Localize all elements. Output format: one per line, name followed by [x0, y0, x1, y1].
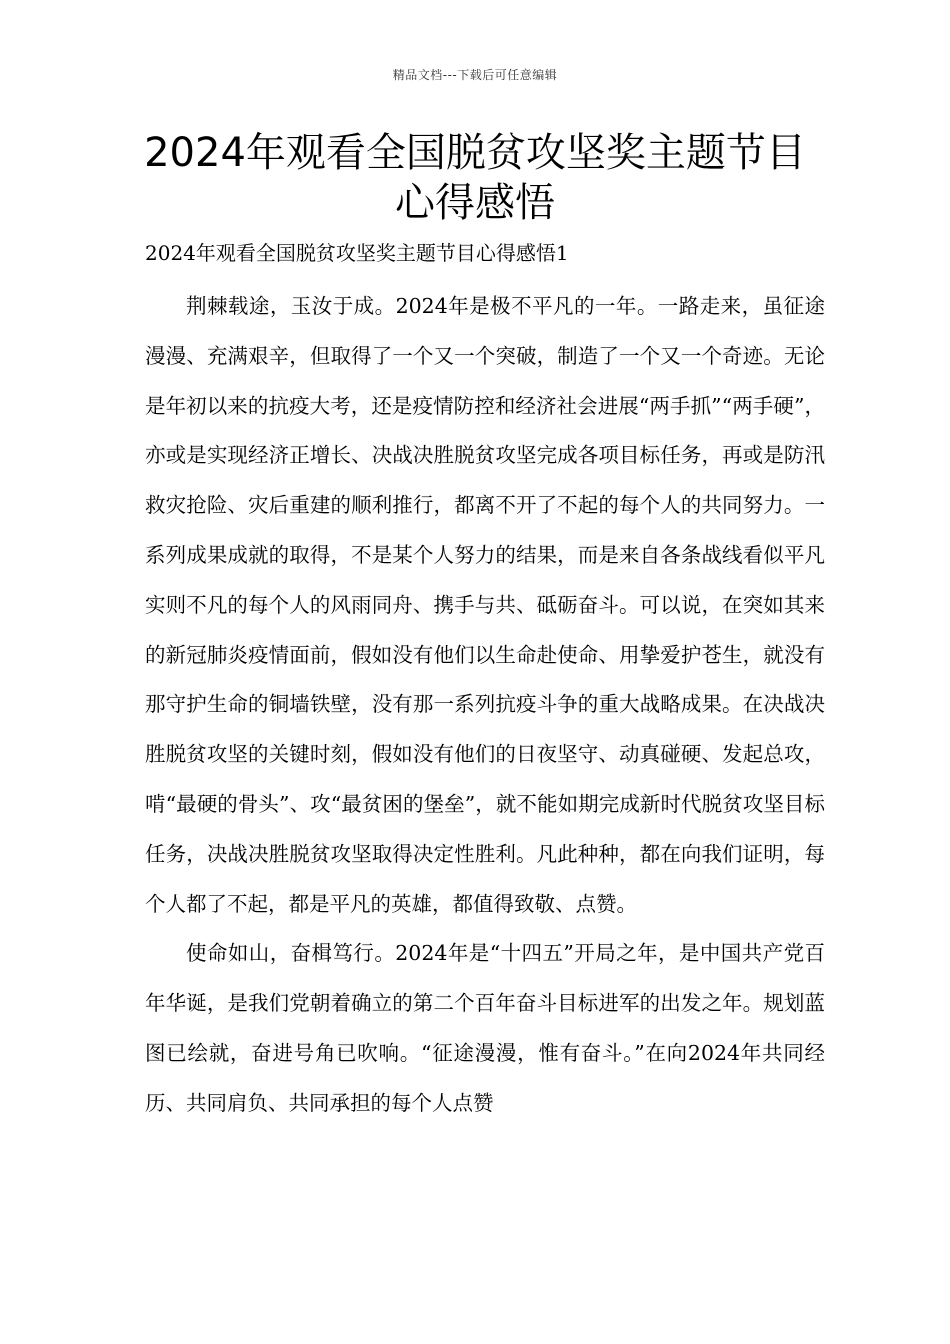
document-title: 2024年观看全国脱贫攻坚奖主题节目心得感悟 — [144, 130, 806, 226]
paragraph-1: 荆棘载途，玉汝于成。2024年是极不平凡的一年。一路走来，虽征途漫漫、充满艰辛，但取得了一个又一个突破，制造了一个又一个奇迹。无论是年初以来的抗疫大考，还是疫情防控和经济社会进展“两手抓”“两手硬”，亦或是实现经济正增长、决战决胜脱贫攻坚完成各项目标任务，再或是防汛救灾抢险、灾后重建的顺利推行，都离不开了不起的每个人的共同努力。一系列成果成就的取得，不是某个人努力的结果，而是来自各条战线看似平凡实则不凡的每个人的风雨同舟、携手与共、砥砺奋斗。可以说，在突如其来的新冠肺炎疫情面前，假如没有他们以生命赴使命、用挚爱护苍生，就没有那守护生命的铜墙铁壁，没有那一系列抗疫斗争的重大战略成果。在决战决胜脱贫攻坚的关键时刻，假如没有他们的日夜坚守、动真碰硬、发起总攻，啃“最硬的骨头”、攻“最贫困的堡垒”，就不能如期完成新时代脱贫攻坚目标任务，决战决胜脱贫攻坚取得决定性胜利。凡此种种，都在向我们证明，每个人都了不起，都是平凡的英雄，都值得致敬、点赞。 — [145, 294, 825, 916]
header-note: 精品文档---下载后可任意编辑 — [392, 68, 558, 82]
document-body — [145, 282, 825, 1129]
paragraph-2: 使命如山，奋楫笃行。2024年是“十四五”开局之年，是中国共产党百年华诞，是我们党朝着确立的第二个百年奋斗目标进军的出发之年。规划蓝图已绘就，奋进号角已吹响。“征途漫漫，惟有奋斗。”在向2024年共同经历、共同肩负、共同承担的每个人点赞 — [145, 941, 825, 1115]
document-subtitle: 2024年观看全国脱贫攻坚奖主题节目心得感悟1 — [145, 241, 569, 265]
